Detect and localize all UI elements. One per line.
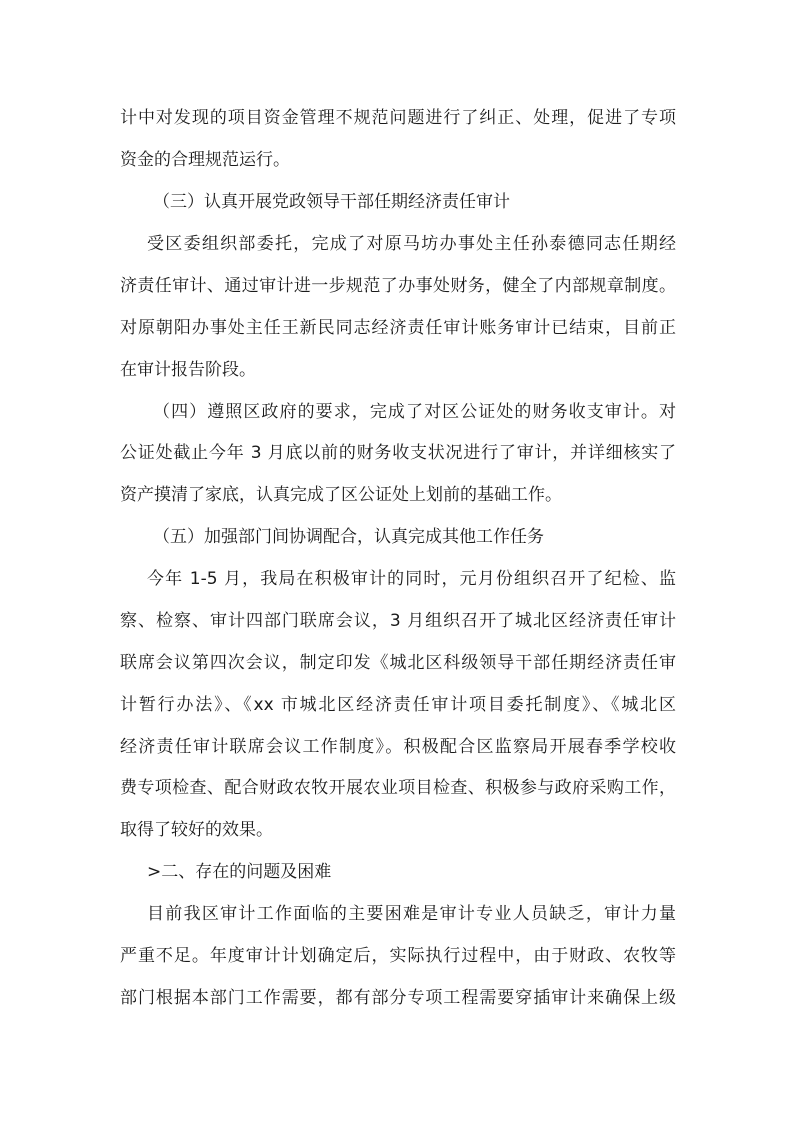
paragraph-line: 计暂行办法》、《xx 市城北区经济责任审计项目委托制度》、《城北区 [120,695,676,715]
paragraph-line: 资金的合理规范运行。 [120,150,290,170]
paragraph-line: 对原朝阳办事处主任王新民同志经济责任审计账务审计已结束，目前正 [120,318,676,338]
paragraph-line: 取得了较好的效果。 [120,820,273,840]
paragraph-line: 计中对发现的项目资金管理不规范问题进行了纠正、处理，促进了专项 [120,108,676,128]
paragraph-line: 济责任审计、通过审计进一步规范了办事处财务，健全了内部规章制度。 [120,276,676,296]
paragraph-line: 部门根据本部门工作需要，都有部分专项工程需要穿插审计来确保上级 [120,988,676,1008]
paragraph-line: （四）遵照区政府的要求，完成了对区公证处的财务收支审计。对 [153,402,676,422]
paragraph-line: 目前我区审计工作面临的主要困难是审计专业人员缺乏，审计力量 [147,904,676,924]
paragraph-line: 联席会议第四次会议，制定印发《城北区科级领导干部任期经济责任审 [120,653,676,673]
paragraph-line: 察、检察、审计四部门联席会议，3 月组织召开了城北区经济责任审计 [120,611,676,631]
paragraph-line: 资产摸清了家底，认真完成了区公证处上划前的基础工作。 [120,485,562,505]
paragraph-line: 今年 1-5 月，我局在积极审计的同时，元月份组织召开了纪检、监 [147,569,676,589]
section-heading: >二、存在的问题及困难 [147,862,332,882]
paragraph-line: 经济责任审计联席会议工作制度》。积极配合区监察局开展春季学校收 [120,737,676,757]
section-heading: （三）认真开展党政领导干部任期经济责任审计 [153,192,510,212]
paragraph-line: 受区委组织部委托，完成了对原马坊办事处主任孙泰德同志任期经 [147,234,676,254]
paragraph-line: 费专项检查、配合财政农牧开展农业项目检查、积极参与政府采购工作， [120,778,676,798]
paragraph-line: 在审计报告阶段。 [120,360,256,380]
paragraph-line: 公证处截止今年 3 月底以前的财务收支状况进行了审计，并详细核实了 [120,443,676,463]
paragraph-line: 严重不足。年度审计计划确定后，实际执行过程中，由于财政、农牧等 [120,946,676,966]
section-heading: （五）加强部门间协调配合，认真完成其他工作任务 [153,527,544,547]
